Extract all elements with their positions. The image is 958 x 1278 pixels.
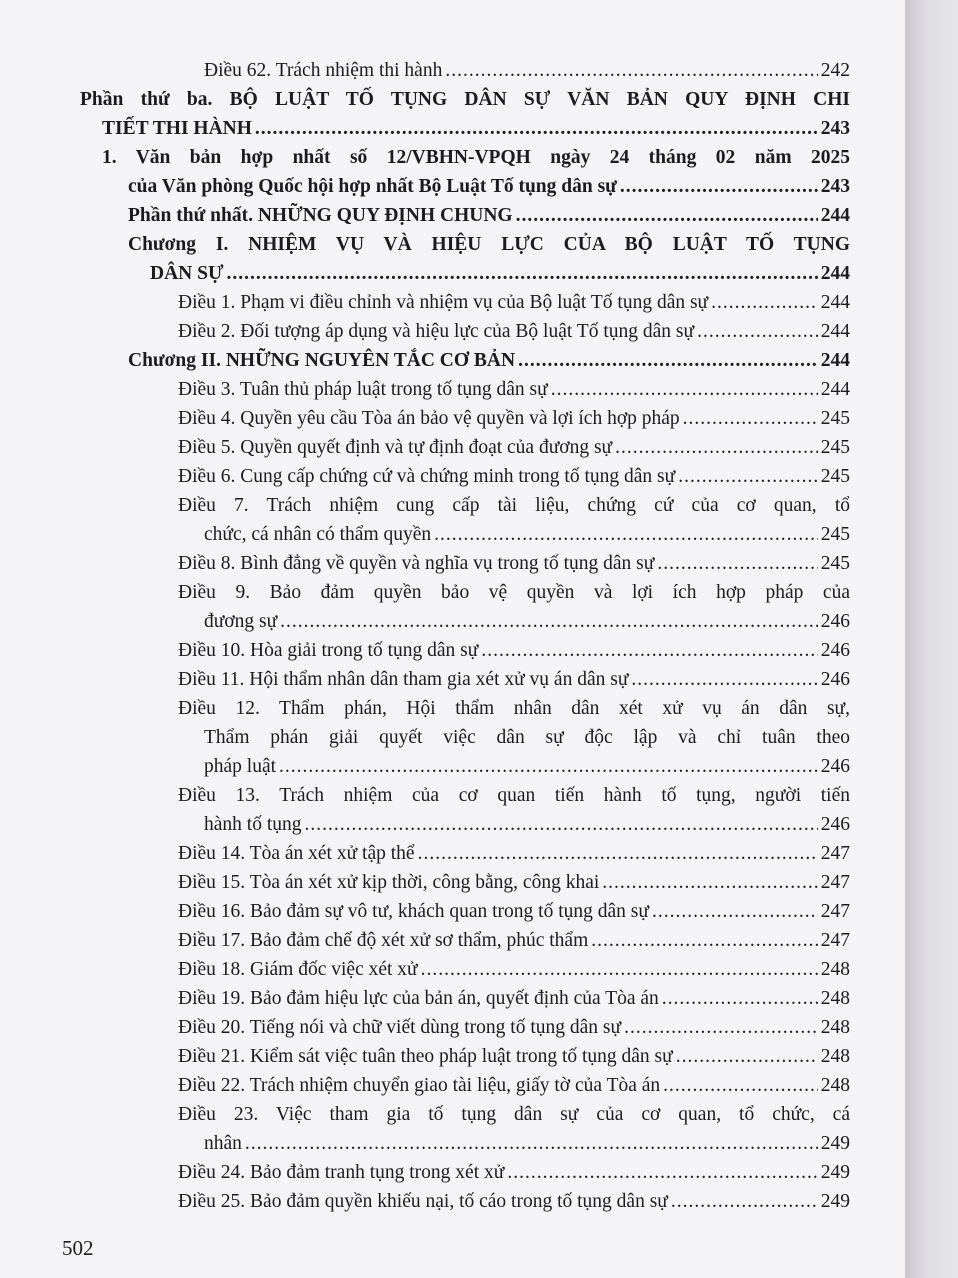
toc-entry [80, 636, 850, 665]
toc-page-number: 243 [820, 176, 850, 197]
toc-entry-title: Điều 16. Bảo đảm sự vô tư, khách quan trong tố tụng dân sự [178, 901, 649, 922]
toc-leader-dots [657, 549, 817, 578]
toc-entry-title-line: hành tố tụng [204, 814, 302, 835]
toc-page-number: 248 [820, 1017, 850, 1038]
toc-entry-title-line: chức, cá nhân có thẩm quyền [204, 524, 432, 545]
toc-leader-dots [652, 897, 818, 926]
toc-entry-title: Điều 20. Tiếng nói và chữ viết dùng trong tố tụng dân sự [178, 1017, 622, 1038]
toc-page-number: 246 [820, 669, 850, 690]
toc-entry [80, 694, 850, 781]
toc-leader-dots [663, 1071, 818, 1100]
toc-page-number: 246 [820, 640, 850, 661]
toc-entry-title: Điều 2. Đối tượng áp dụng và hiệu lực của Bộ luật Tố tụng dân sự [178, 321, 695, 342]
toc-page-number: 245 [820, 437, 850, 458]
toc-leader-dots [255, 114, 818, 143]
toc-entry-title: Điều 19. Bảo đảm hiệu lực của bản án, quyết định của Tòa án [178, 988, 659, 1009]
toc-entry [80, 201, 850, 230]
toc-entry [80, 549, 850, 578]
toc-page-number: 248 [820, 959, 850, 980]
toc-entry-title-line: Điều 23. Việc tham gia tố tụng dân sự của cơ quan, tổ chức, cá [178, 1104, 850, 1125]
toc-entry [80, 839, 850, 868]
toc-page-number: 249 [820, 1133, 850, 1154]
toc-leader-dots [591, 926, 817, 955]
toc-leader-dots [445, 56, 817, 85]
toc-leader-dots [678, 462, 818, 491]
toc-leader-dots [624, 1013, 818, 1042]
toc-page-number: 248 [820, 1046, 850, 1067]
toc-entry-title: Điều 10. Hòa giải trong tố tụng dân sự [178, 640, 479, 661]
toc-page-number: 246 [820, 756, 850, 777]
toc-entry [80, 1187, 850, 1216]
toc-entry-title-line: pháp luật [204, 756, 277, 777]
toc-leader-dots [671, 1187, 818, 1216]
toc-entry-title: Điều 24. Bảo đảm tranh tụng trong xét xử [178, 1162, 505, 1183]
toc-entry [80, 288, 850, 317]
toc-entry [80, 897, 850, 926]
toc-entry [80, 578, 850, 636]
toc-page-number: 249 [820, 1191, 850, 1212]
toc-entry-title-line: Điều 7. Trách nhiệm cung cấp tài liệu, chứng cứ của cơ quan, tổ [178, 495, 850, 516]
toc-entry-title: Điều 3. Tuân thủ pháp luật trong tố tụng dân sự [178, 379, 548, 400]
toc-entry-title-line: 1. Văn bản hợp nhất số 12/VBHN-VPQH ngày 24 tháng 02 năm 2025 [102, 147, 850, 168]
toc-entry [80, 85, 850, 143]
toc-entry-title: Điều 1. Phạm vi điều chỉnh và nhiệm vụ của Bộ luật Tố tụng dân sự [178, 292, 709, 313]
toc-entry [80, 56, 850, 85]
toc-entry-title-line: của Văn phòng Quốc hội hợp nhất Bộ Luật Tố tụng dân sự [128, 176, 617, 197]
toc-leader-dots [279, 752, 818, 781]
toc-entry [80, 1013, 850, 1042]
toc-entry [80, 1158, 850, 1187]
toc-page-number: 247 [820, 901, 850, 922]
toc-page-number: 243 [820, 118, 850, 139]
table-of-contents [80, 56, 850, 1216]
toc-leader-dots [434, 520, 818, 549]
toc-entry [80, 230, 850, 288]
toc-entry [80, 317, 850, 346]
toc-page-number: 245 [820, 553, 850, 574]
toc-entry-title: Phần thứ nhất. NHỮNG QUY ĐỊNH CHUNG [128, 205, 513, 226]
toc-entry-title: Điều 4. Quyền yêu cầu Tòa án bảo vệ quyền và lợi ích hợp pháp [178, 408, 680, 429]
toc-entry-title: Điều 22. Trách nhiệm chuyển giao tài liệu, giấy tờ của Tòa án [178, 1075, 661, 1096]
toc-entry [80, 375, 850, 404]
toc-entry-title-line: DÂN SỰ [150, 263, 224, 284]
toc-entry-title-line: đương sự [204, 611, 278, 632]
toc-entry [80, 984, 850, 1013]
toc-entry-title: Điều 6. Cung cấp chứng cứ và chứng minh trong tố tụng dân sự [178, 466, 676, 487]
toc-entry [80, 1042, 850, 1071]
toc-entry-title: Điều 8. Bình đẳng về quyền và nghĩa vụ trong tố tụng dân sự [178, 553, 655, 574]
toc-entry [80, 404, 850, 433]
toc-leader-dots [227, 259, 818, 288]
toc-leader-dots [683, 404, 818, 433]
toc-entry-title: Điều 5. Quyền quyết định và tự định đoạt của đương sự [178, 437, 613, 458]
toc-page-number: 244 [820, 263, 850, 284]
toc-leader-dots [602, 868, 817, 897]
toc-entry [80, 462, 850, 491]
toc-entry-title: Điều 62. Trách nhiệm thi hành [204, 60, 443, 81]
toc-leader-dots [418, 839, 818, 868]
toc-entry-title: Điều 21. Kiểm sát việc tuân theo pháp luật trong tố tụng dân sự [178, 1046, 673, 1067]
toc-page-number: 242 [820, 60, 850, 81]
toc-leader-dots [551, 375, 818, 404]
toc-page-number: 244 [820, 350, 850, 371]
toc-page-number: 244 [820, 379, 850, 400]
toc-leader-dots [518, 346, 818, 375]
toc-entry-title-line: Thẩm phán giải quyết việc dân sự độc lập và chỉ tuân theo [204, 727, 850, 748]
toc-entry [80, 868, 850, 897]
toc-entry [80, 433, 850, 462]
toc-page-number: 249 [820, 1162, 850, 1183]
toc-entry [80, 1100, 850, 1158]
toc-entry-title-line: Phần thứ ba. BỘ LUẬT TỐ TỤNG DÂN SỰ VĂN BẢN QUY ĐỊNH CHI [80, 89, 850, 110]
toc-page-number: 247 [820, 872, 850, 893]
toc-page-number: 246 [820, 611, 850, 632]
toc-leader-dots [305, 810, 818, 839]
toc-entry-title: Điều 14. Tòa án xét xử tập thể [178, 843, 415, 864]
toc-entry-title-line: Chương I. NHIỆM VỤ VÀ HIỆU LỰC CỦA BỘ LUẬT TỐ TỤNG [128, 234, 850, 255]
toc-leader-dots [662, 984, 818, 1013]
toc-page-number: 244 [820, 292, 850, 313]
toc-entry-title: Chương II. NHỮNG NGUYÊN TẮC CƠ BẢN [128, 350, 516, 371]
toc-entry-title-line: Điều 13. Trách nhiệm của cơ quan tiến hành tố tụng, người tiến [178, 785, 850, 806]
toc-leader-dots [620, 172, 818, 201]
toc-entry-title-line: Điều 9. Bảo đảm quyền bảo vệ quyền và lợi ích hợp pháp của [178, 582, 850, 603]
toc-leader-dots [421, 955, 818, 984]
toc-entry-title: Điều 17. Bảo đảm chế độ xét xử sơ thẩm, phúc thẩm [178, 930, 589, 951]
toc-leader-dots [516, 201, 818, 230]
toc-page-number: 245 [820, 408, 850, 429]
toc-entry [80, 1071, 850, 1100]
toc-leader-dots [245, 1129, 818, 1158]
toc-entry-title: Điều 18. Giám đốc việc xét xử [178, 959, 418, 980]
toc-page-number: 244 [820, 321, 850, 342]
toc-leader-dots [697, 317, 818, 346]
toc-leader-dots [481, 636, 817, 665]
toc-entry [80, 955, 850, 984]
toc-page-number: 245 [820, 524, 850, 545]
toc-entry [80, 143, 850, 201]
toc-leader-dots [615, 433, 818, 462]
toc-entry-title-line: TIẾT THI HÀNH [102, 118, 252, 139]
toc-page-number: 245 [820, 466, 850, 487]
toc-page-number: 246 [820, 814, 850, 835]
toc-entry [80, 346, 850, 375]
toc-leader-dots [507, 1158, 817, 1187]
toc-page-number: 248 [820, 988, 850, 1009]
toc-leader-dots [280, 607, 818, 636]
toc-page-number: 248 [820, 1075, 850, 1096]
toc-page-number: 247 [820, 843, 850, 864]
toc-entry-title: Điều 15. Tòa án xét xử kịp thời, công bằng, công khai [178, 872, 600, 893]
toc-entry [80, 491, 850, 549]
toc-entry-title-line: nhân [204, 1133, 242, 1154]
toc-entry-title: Điều 11. Hội thẩm nhân dân tham gia xét xử vụ án dân sự [178, 669, 629, 690]
toc-leader-dots [711, 288, 818, 317]
page-number: 502 [62, 1236, 94, 1260]
toc-page-number: 244 [820, 205, 850, 226]
toc-entry-title: Điều 25. Bảo đảm quyền khiếu nại, tố cáo trong tố tụng dân sự [178, 1191, 668, 1212]
toc-leader-dots [676, 1042, 818, 1071]
toc-page-number: 247 [820, 930, 850, 951]
toc-entry [80, 781, 850, 839]
toc-leader-dots [631, 665, 817, 694]
toc-entry-title-line: Điều 12. Thẩm phán, Hội thẩm nhân dân xét xử vụ án dân sự, [178, 698, 850, 719]
toc-entry [80, 926, 850, 955]
page-stack-edge [905, 0, 958, 1278]
toc-entry [80, 665, 850, 694]
